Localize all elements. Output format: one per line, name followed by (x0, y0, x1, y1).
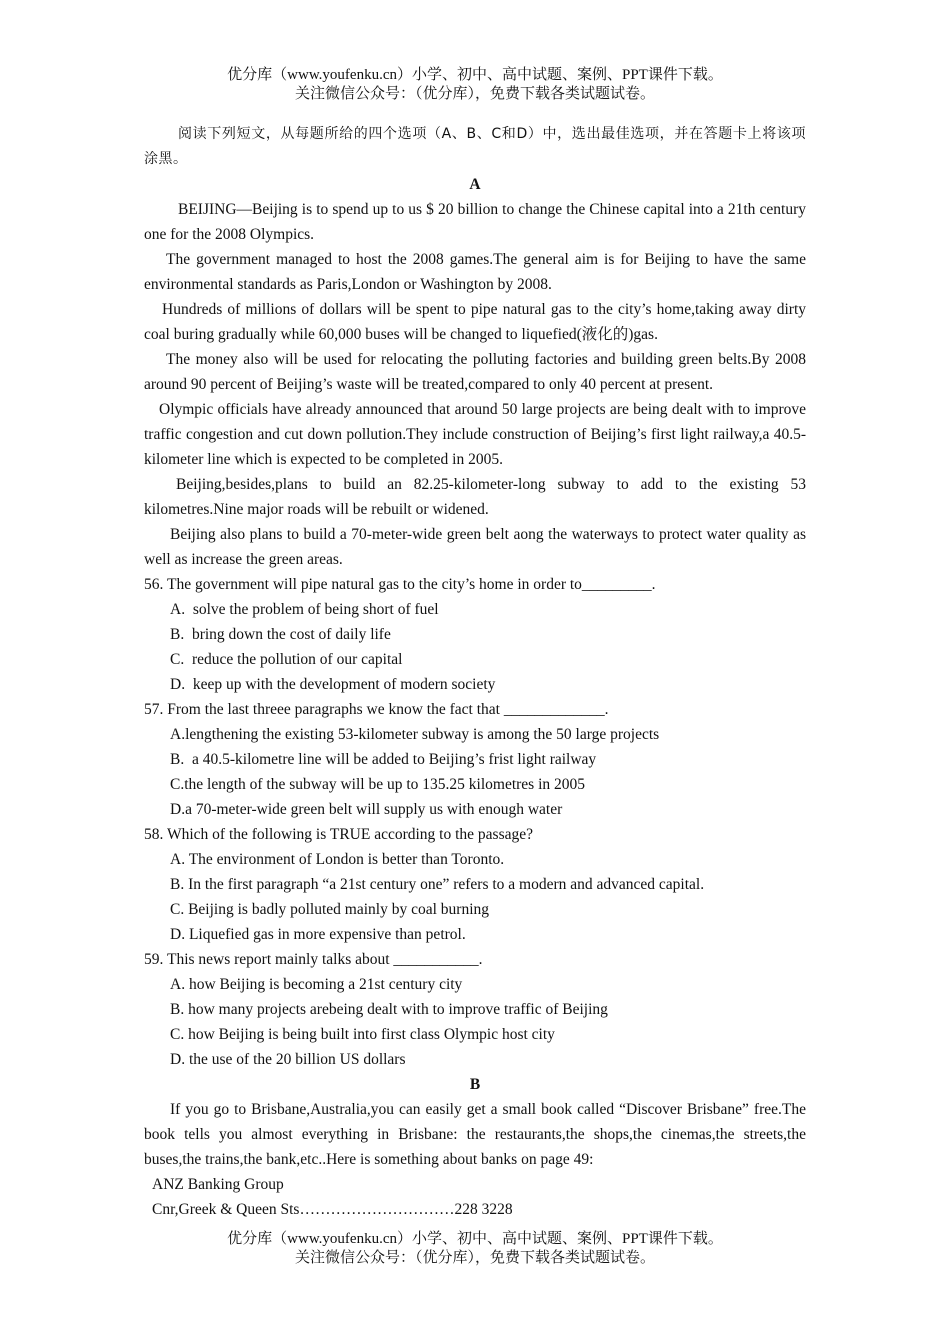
option-c: C. Beijing is badly polluted mainly by coal burning (170, 901, 490, 918)
section-b-title: B (469, 1076, 481, 1093)
bank-name: ANZ Banking Group (152, 1176, 284, 1193)
page-footer (0, 1230, 950, 1268)
option-c: C. reduce the pollution of our capital (170, 651, 403, 668)
instructions: 阅读下列短文，从每题所给的四个选项（A、B、C和D）中，选出最佳选项，并在答题卡上将该项涂黑。 (144, 126, 806, 167)
question-number: 59. (144, 951, 164, 968)
header-line-2: 关注微信公众号：（优分库），免费下载各类试题试卷。 (294, 86, 655, 102)
option-b: B. how many projects arebeing dealt with to improve traffic of Beijing (170, 1001, 608, 1018)
option-a: A. The environment of London is better than Toronto. (170, 851, 505, 868)
passage-a-paragraph: BEIJING—Beijing is to spend up to us $ 20 billion to change the Chinese capital into a 21th century one for the 2008 Olympics. (144, 201, 806, 243)
question-58 (144, 822, 806, 847)
passage-a-paragraph: Beijing,besides,plans to build an 82.25-kilometer-long subway to add to the existing 53 kilometres.Nine major roads will be rebuilt or widened. (144, 476, 806, 518)
page-header (0, 66, 950, 104)
question-59 (144, 947, 806, 972)
passage-a-paragraph: Olympic officials have already announced that around 50 large projects are being dealt with to improve traffic congestion and cut down pollution.They include construction of Beijing’s first light railway,a 40.5-kilometer line which is expected to be completed in 2005. (144, 401, 806, 468)
option-d: D.a 70-meter-wide green belt will supply us with enough water (170, 801, 563, 818)
footer-line-2: 关注微信公众号：（优分库），免费下载各类试题试卷。 (294, 1250, 655, 1266)
question-57 (144, 697, 806, 722)
option-d: D. Liquefied gas in more expensive than petrol. (170, 926, 466, 943)
passage-a-paragraph: Beijing also plans to build a 70-meter-wide green belt aong the waterways to protect water quality as well as increase the green areas. (144, 526, 806, 568)
question-number: 57. (144, 701, 164, 718)
question-number: 58. (144, 826, 164, 843)
question-56 (144, 572, 806, 597)
question-stem: The government will pipe natural gas to the city’s home in order to_________. (166, 576, 656, 593)
option-c: C.the length of the subway will be up to 135.25 kilometres in 2005 (170, 776, 586, 793)
passage-a-paragraph: The government managed to host the 2008 games.The general aim is for Beijing to have the same environmental standards as Paris,London or Washington by 2008. (144, 251, 806, 293)
question-number: 56. (144, 576, 164, 593)
passage-a-paragraph: The money also will be used for relocating the polluting factories and building green belts.By 2008 around 90 percent of Beijing’s waste will be treated,compared to only 40 percent at present. (144, 351, 806, 393)
question-stem: From the last threee paragraphs we know the fact that _____________. (167, 701, 609, 718)
footer-line-1: 优分库（www.youfenku.cn）小学、初中、高中试题、案例、PPT课件下载。 (227, 1231, 723, 1247)
header-line-1: 优分库（www.youfenku.cn）小学、初中、高中试题、案例、PPT课件下载。 (227, 67, 723, 83)
option-b: B. bring down the cost of daily life (170, 626, 391, 643)
document-body (144, 122, 806, 1222)
option-a: A. how Beijing is becoming a 21st century city (170, 976, 463, 993)
option-c: C. how Beijing is being built into first class Olympic host city (170, 1026, 555, 1043)
option-a: A. solve the problem of being short of fuel (170, 601, 439, 618)
option-d: D. keep up with the development of modern society (170, 676, 496, 693)
section-a-title: A (469, 176, 481, 193)
passage-b-paragraph: If you go to Brisbane,Australia,you can easily get a small book called “Discover Brisbane” free.The book tells you almost everything in Brisbane: the restaurants,the shops,the cinemas,the streets,the buses,the trains,the bank,etc..Here is something about banks on page 49: (144, 1101, 806, 1168)
question-stem: This news report mainly talks about ___________. (166, 951, 483, 968)
option-d: D. the use of the 20 billion US dollars (170, 1051, 406, 1068)
question-stem: Which of the following is TRUE according to the passage? (166, 826, 534, 843)
bank-address: Cnr,Greek & Queen Sts…………………………228 3228 (152, 1201, 513, 1218)
option-b: B. a 40.5-kilometre line will be added to Beijing’s frist light railway (170, 751, 597, 768)
option-a: A.lengthening the existing 53-kilometer subway is among the 50 large projects (170, 726, 660, 743)
passage-a-paragraph: Hundreds of millions of dollars will be spent to pipe natural gas to the city’s home,taking away dirty coal buring gradually while 60,000 buses will be changed to liquefied(液化的)gas. (144, 301, 806, 343)
option-b: B. In the first paragraph “a 21st century one” refers to a modern and advanced capital. (170, 876, 705, 893)
